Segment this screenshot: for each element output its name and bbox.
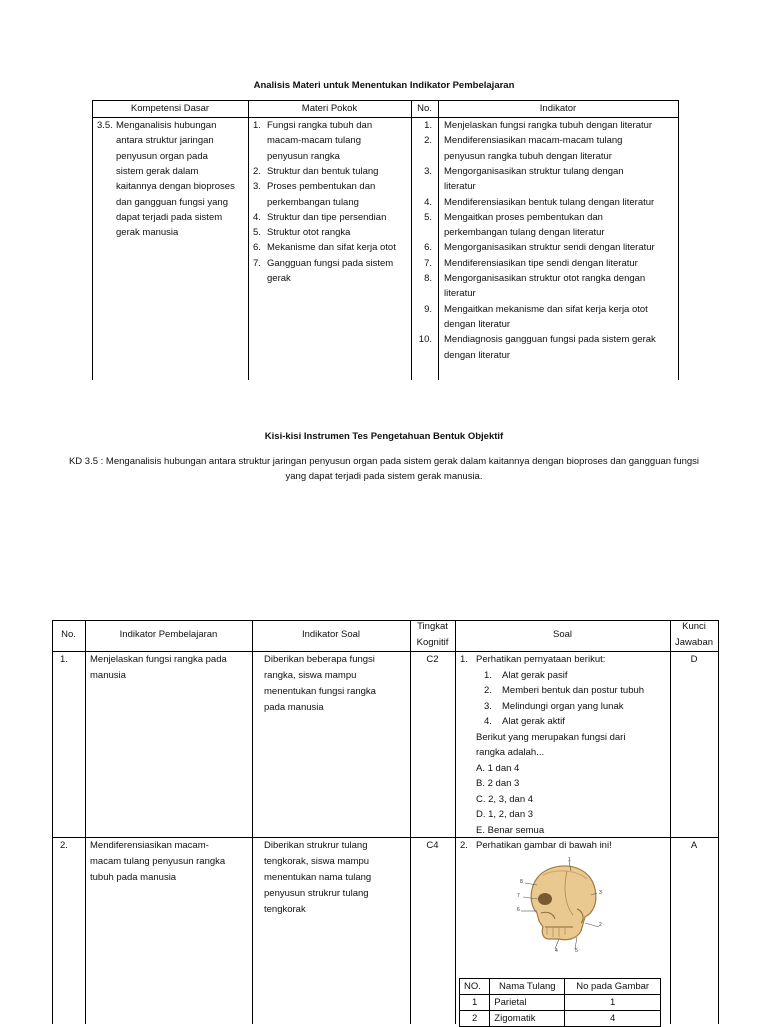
header-soal: Soal bbox=[552, 629, 572, 640]
table-border bbox=[670, 620, 671, 1024]
materi-text-line: Fungsi rangka tubuh dan bbox=[267, 120, 373, 131]
indikator-pembelajaran-line: Menjelaskan fungsi rangka pada bbox=[90, 654, 227, 665]
table-border bbox=[252, 620, 253, 1024]
materi-number: 3. bbox=[253, 181, 261, 193]
table-border bbox=[410, 620, 411, 1024]
table-border bbox=[52, 620, 53, 1024]
indikator-number: 10. bbox=[418, 334, 432, 346]
indikator-pembelajaran-line: macam tulang penyusun rangka bbox=[90, 856, 226, 867]
kunci-jawaban: D bbox=[690, 654, 698, 665]
materi-text-line: penyusun rangka bbox=[267, 150, 340, 162]
table-border bbox=[678, 100, 679, 380]
indikator-soal-line: rangka, siswa mampu bbox=[264, 670, 357, 681]
materi-number: 4. bbox=[253, 211, 261, 223]
indikator-text-line: perkembangan tulang dengan literatur bbox=[444, 227, 605, 239]
soal-list-number: 4. bbox=[484, 716, 492, 727]
indikator-number: 7. bbox=[424, 257, 432, 269]
materi-text-line: Struktur otot rangka bbox=[267, 227, 351, 239]
materi-number: 2. bbox=[253, 165, 261, 177]
indikator-soal-line: Diberikan beberapa fungsi bbox=[264, 654, 375, 665]
indikator-number: 5. bbox=[424, 211, 432, 223]
soal-number: 2. bbox=[460, 840, 468, 851]
materi-number: 5. bbox=[253, 227, 261, 239]
bone-table-cell: Zigomatik bbox=[490, 1011, 565, 1027]
indikator-pembelajaran-line: manusia bbox=[90, 670, 126, 681]
bone-table-header: Nama Tulang bbox=[490, 979, 565, 995]
kd-text-line: antara struktur jaringan bbox=[116, 135, 214, 147]
header-tingkat: Tingkat bbox=[417, 621, 448, 632]
bone-table-header: No pada Gambar bbox=[565, 979, 661, 995]
header-kunci: Kunci bbox=[682, 621, 706, 632]
header-jawaban: Jawaban bbox=[674, 637, 714, 648]
table-border bbox=[248, 100, 249, 380]
header-no: No. bbox=[61, 629, 76, 640]
answer-option: A. 1 dan 4 bbox=[476, 762, 520, 774]
skull-label: 2 bbox=[599, 922, 602, 928]
kunci-jawaban: A bbox=[690, 840, 698, 851]
indikator-text-line: Mengorganisasikan struktur otot rangka dengan bbox=[444, 273, 646, 284]
bone-table-cell: Parietal bbox=[490, 995, 565, 1011]
soal-question-line: Berikut yang merupakan fungsi dari bbox=[476, 731, 626, 743]
indikator-number: 8. bbox=[424, 273, 432, 284]
materi-text-line: macam-macam tulang bbox=[267, 135, 361, 147]
skull-label: 8 bbox=[520, 879, 523, 885]
indikator-text-line: Mendiferensiasikan bentuk tulang dengan literatur bbox=[444, 196, 655, 208]
row-number: 2. bbox=[60, 840, 68, 851]
indikator-soal-line: menentukan nama tulang bbox=[264, 872, 372, 883]
indikator-text-line: penyusun rangka tubuh dengan literatur bbox=[444, 150, 612, 162]
answer-option: D. 1, 2, dan 3 bbox=[476, 809, 534, 820]
answer-option: C. 2, 3, dan 4 bbox=[476, 793, 534, 805]
table-border bbox=[718, 620, 719, 1024]
indikator-text-line: literatur bbox=[444, 181, 476, 193]
analysis-header-cell: Materi Pokok bbox=[301, 103, 358, 114]
kd-text-line: sistem gerak dalam bbox=[116, 165, 199, 177]
bone-table-cell: 2 bbox=[460, 1011, 490, 1027]
materi-number: 6. bbox=[253, 242, 261, 254]
indikator-text-line: Mengaitkan mekanisme dan sifat kerja kerja otot bbox=[444, 303, 648, 315]
kd-text-line: dan gangguan fungsi yang bbox=[116, 196, 228, 208]
indikator-text-line: literatur bbox=[444, 288, 476, 300]
skull-label: 5 bbox=[575, 948, 578, 954]
table-border bbox=[455, 620, 456, 1024]
materi-number: 1. bbox=[253, 120, 261, 131]
bone-table-header: NO. bbox=[460, 979, 490, 995]
indikator-number: 1. bbox=[424, 120, 432, 131]
soal-stem: Perhatikan pernyataan berikut: bbox=[476, 654, 606, 665]
indikator-number: 6. bbox=[424, 242, 432, 254]
analysis-title: Analisis Materi untuk Menentukan Indikator Pembelajaran bbox=[253, 80, 515, 91]
indikator-number: 4. bbox=[424, 196, 432, 208]
soal-list-text: Memberi bentuk dan postur tubuh bbox=[502, 685, 645, 696]
indikator-number: 2. bbox=[424, 135, 432, 147]
bone-table-row bbox=[460, 995, 661, 1011]
soal-question-line: rangka adalah... bbox=[476, 747, 545, 758]
skull-label: 6 bbox=[517, 907, 520, 913]
soal-list-number: 2. bbox=[484, 685, 492, 696]
kd-text-line: penyusun organ pada bbox=[116, 150, 208, 162]
bone-table-cell: 1 bbox=[460, 995, 490, 1011]
soal-list-text: Alat gerak aktif bbox=[502, 716, 565, 727]
tingkat-kognitif: C2 bbox=[426, 654, 439, 665]
indikator-pembelajaran-line: tubuh pada manusia bbox=[90, 872, 177, 883]
indikator-soal-line: tengkorak, siswa mampu bbox=[264, 856, 370, 867]
indikator-text-line: dengan literatur bbox=[444, 318, 511, 330]
table-border bbox=[85, 620, 86, 1024]
indikator-text-line: Mengorganisasikan struktur tulang dengan bbox=[444, 165, 624, 177]
indikator-text-line: Mengaitkan proses pembentukan dan bbox=[444, 211, 603, 223]
indikator-soal-line: Diberikan strukrur tulang bbox=[264, 840, 368, 851]
soal-list-number: 1. bbox=[484, 669, 492, 681]
kd-text-line: kaitannya dengan bioproses bbox=[116, 181, 235, 193]
header-indikator-pembelajaran: Indikator Pembelajaran bbox=[119, 629, 218, 640]
table-border bbox=[438, 100, 439, 380]
row-number: 1. bbox=[60, 654, 68, 665]
skull-label: 3 bbox=[599, 890, 602, 896]
kisi-title: Kisi-kisi Instrumen Tes Pengetahuan Bentuk Objektif bbox=[264, 431, 504, 442]
table-border bbox=[92, 100, 93, 380]
materi-text-line: Struktur dan tipe persendian bbox=[267, 211, 387, 223]
indikator-soal-line: tengkorak bbox=[264, 904, 306, 915]
bone-name-table bbox=[459, 978, 661, 1027]
analysis-header-cell: Kompetensi Dasar bbox=[130, 103, 210, 114]
kd-text-line: gerak manusia bbox=[116, 227, 179, 239]
indikator-text-line: Mendiferensiasikan macam-macam tulang bbox=[444, 135, 623, 147]
indikator-number: 9. bbox=[424, 303, 432, 315]
materi-text-line: Mekanisme dan sifat kerja otot bbox=[267, 242, 396, 254]
bone-table-cell: 4 bbox=[565, 1011, 661, 1027]
indikator-text-line: Menjelaskan fungsi rangka tubuh dengan literatur bbox=[444, 120, 653, 131]
materi-text-line: gerak bbox=[267, 273, 291, 284]
bone-table-row bbox=[460, 1011, 661, 1027]
soal-stem: Perhatikan gambar di bawah ini! bbox=[476, 840, 612, 851]
materi-text-line: Struktur dan bentuk tulang bbox=[267, 165, 379, 177]
soal-list-text: Alat gerak pasif bbox=[502, 669, 568, 681]
header-indikator-soal: Indikator Soal bbox=[301, 629, 361, 640]
skull-label: 1 bbox=[568, 857, 571, 863]
indikator-number: 3. bbox=[424, 165, 432, 177]
kd-text-line: Menganalisis hubungan bbox=[116, 120, 217, 131]
indikator-text-line: Mendiagnosis gangguan fungsi pada sistem gerak bbox=[444, 334, 656, 346]
skull-illustration bbox=[515, 855, 605, 955]
analysis-header-cell: Indikator bbox=[539, 103, 577, 114]
bone-table-cell: 1 bbox=[565, 995, 661, 1011]
indikator-text-line: Mengorganisasikan struktur sendi dengan literatur bbox=[444, 242, 655, 254]
kd-text-line: dapat terjadi pada sistem bbox=[116, 211, 223, 223]
soal-list-number: 3. bbox=[484, 700, 492, 712]
indikator-text-line: Mendiferensiasikan tipe sendi dengan literatur bbox=[444, 257, 638, 269]
indikator-soal-line: penyusun strukrur tulang bbox=[264, 888, 369, 899]
materi-number: 7. bbox=[253, 257, 261, 269]
indikator-pembelajaran-line: Mendiferensiasikan macam- bbox=[90, 840, 209, 851]
kd-number: 3.5. bbox=[97, 120, 113, 131]
analysis-header-cell: No. bbox=[417, 103, 432, 114]
skull-label: 7 bbox=[517, 893, 520, 899]
indikator-soal-line: pada manusia bbox=[264, 702, 324, 713]
indikator-text-line: dengan literatur bbox=[444, 349, 511, 361]
answer-option: B. 2 dan 3 bbox=[476, 778, 520, 789]
indikator-soal-line: menentukan fungsi rangka bbox=[264, 686, 376, 697]
materi-text-line: Proses pembentukan dan bbox=[267, 181, 376, 193]
soal-list-text: Melindungi organ yang lunak bbox=[502, 700, 624, 712]
soal-number: 1. bbox=[460, 654, 468, 665]
table-border bbox=[52, 620, 719, 621]
kd-statement-line1: KD 3.5 : Menganalisis hubungan antara struktur jaringan penyusun organ pada sistem gerak dalam kaitannya dengan bioproses dan gangguan fungsi bbox=[68, 456, 700, 467]
answer-option: E. Benar semua bbox=[476, 824, 545, 836]
tingkat-kognitif: C4 bbox=[426, 840, 439, 851]
materi-text-line: Gangguan fungsi pada sistem bbox=[267, 257, 394, 269]
materi-text-line: perkembangan tulang bbox=[267, 196, 359, 208]
header-kognitif: Kognitif bbox=[416, 637, 449, 648]
skull-label: 4 bbox=[555, 948, 558, 954]
kd-statement-line2: yang dapat terjadi pada sistem gerak manusia. bbox=[285, 471, 483, 482]
